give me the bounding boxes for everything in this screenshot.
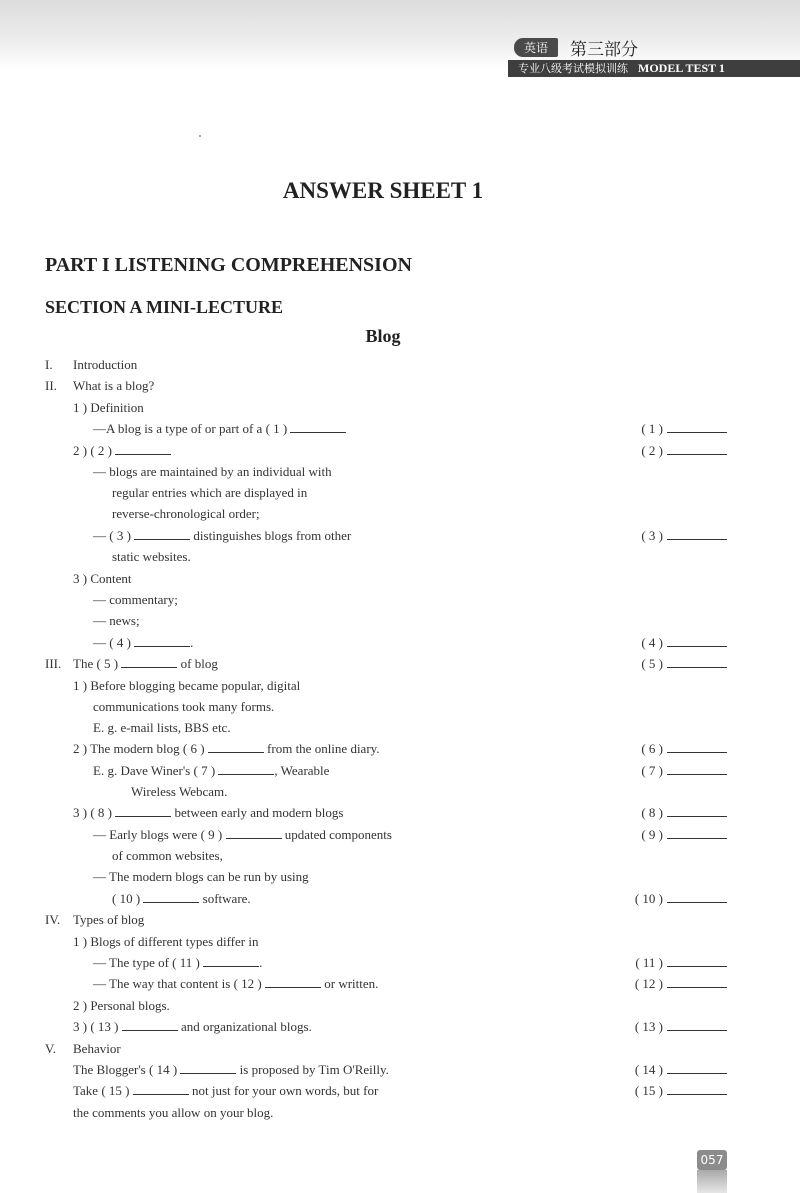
outline-line: — The modern blogs can be run by using: [93, 869, 309, 884]
outline-text: Take ( 15 ): [73, 1083, 133, 1098]
answer-blank[interactable]: [667, 955, 727, 967]
inline-blank: [121, 656, 177, 668]
outline-line: 2 ) Personal blogs.: [73, 998, 170, 1013]
answer-label: ( 7 ): [641, 763, 663, 778]
outline-line: [73, 1019, 312, 1035]
outline-line: 1 ) Before blogging became popular, digital: [73, 678, 301, 693]
outline-line: [93, 955, 262, 971]
answer-slot: [641, 805, 727, 821]
answer-slot: [641, 528, 727, 544]
inline-blank: [203, 955, 259, 967]
outline-line: What is a blog?: [73, 378, 155, 393]
answer-slot: [641, 827, 727, 843]
inline-blank: [218, 763, 274, 775]
outline-line: [73, 656, 218, 672]
inline-blank: [115, 443, 171, 455]
answer-label: ( 10 ): [634, 891, 663, 906]
answer-label: ( 9 ): [641, 827, 663, 842]
outline-text: software.: [199, 891, 251, 906]
outline-line: [93, 421, 346, 437]
answer-label: ( 13 ): [634, 1019, 663, 1034]
answer-slot: [641, 635, 727, 651]
outline-line: Introduction: [73, 357, 138, 372]
outline-line: of common websites,: [112, 848, 223, 863]
outline-line: I.: [45, 357, 53, 372]
outline-line: [73, 805, 343, 821]
inline-blank: [226, 827, 282, 839]
answer-slot: [635, 976, 727, 992]
outline-text: — ( 3 ): [93, 528, 135, 543]
outline-text: of blog: [177, 656, 218, 671]
answer-slot: [641, 763, 727, 779]
page-edge: [697, 1170, 727, 1193]
subject-tag: 英语: [514, 38, 558, 57]
outline-line: communications took many forms.: [93, 699, 275, 714]
outline-text: .: [190, 635, 194, 650]
answer-slot: [641, 656, 727, 672]
outline-text: — ( 4 ): [93, 635, 135, 650]
outline-line: [93, 635, 193, 651]
outline-line: [73, 741, 380, 757]
answer-label: ( 3 ): [641, 528, 663, 543]
outline-line: reverse-chronological order;: [112, 506, 260, 521]
answer-blank[interactable]: [667, 891, 727, 903]
outline-text: , Wearable: [274, 763, 330, 778]
outline-text: 2 ) The modern blog ( 6 ): [73, 741, 208, 756]
answer-label: ( 8 ): [641, 805, 663, 820]
outline-line: regular entries which are displayed in: [112, 485, 308, 500]
answer-slot: [641, 741, 727, 757]
inline-blank: [122, 1019, 178, 1031]
outline-text: or written.: [320, 976, 379, 991]
page-title: ANSWER SHEET 1: [282, 178, 484, 203]
outline-line: the comments you allow on your blog.: [73, 1105, 274, 1120]
outline-line: [93, 763, 329, 779]
outline-text: and organizational blogs.: [177, 1019, 312, 1034]
outline-line: 3 ) Content: [73, 571, 132, 586]
inline-blank: [265, 976, 321, 988]
outline-text: 2 ) ( 2 ): [73, 443, 116, 458]
answer-label: ( 11 ): [635, 955, 663, 970]
outline-line: static websites.: [112, 549, 191, 564]
outline-line: — news;: [93, 613, 140, 628]
answer-blank[interactable]: [667, 1019, 727, 1031]
answer-label: ( 15 ): [634, 1083, 663, 1098]
header-subtitle: [508, 60, 800, 77]
outline-text: not just for your own words, but for: [188, 1083, 379, 1098]
answer-blank[interactable]: [667, 976, 727, 988]
outline-line: E. g. e-mail lists, BBS etc.: [93, 720, 231, 735]
inline-blank: [134, 528, 190, 540]
section-heading: SECTION A MINI-LECTURE: [45, 297, 284, 317]
outline-text: The Blogger's ( 14 ): [73, 1062, 181, 1077]
answer-slot: [641, 421, 727, 437]
answer-label: ( 1 ): [641, 421, 663, 436]
outline-text: .: [259, 955, 263, 970]
outline-line: [73, 1083, 378, 1099]
answer-blank[interactable]: [667, 635, 727, 647]
subtitle-en: MODEL TEST 1: [638, 61, 725, 75]
answer-label: ( 6 ): [641, 741, 663, 756]
subtitle-cn: 专业八级考试模拟训练: [518, 62, 628, 75]
inline-blank: [134, 635, 190, 647]
outline-text: from the online diary.: [263, 741, 380, 756]
outline-text: is proposed by Tim O'Reilly.: [236, 1062, 389, 1077]
part-label: 第三部分: [570, 39, 639, 60]
answer-slot: [635, 955, 727, 971]
inline-blank: [290, 421, 346, 433]
inline-blank: [115, 805, 171, 817]
outline-line: Behavior: [73, 1041, 121, 1056]
inline-blank: [133, 1083, 189, 1095]
answer-label: ( 2 ): [641, 443, 663, 458]
answer-label: ( 12 ): [634, 976, 663, 991]
header-part: [514, 36, 638, 58]
answer-slot: [641, 443, 727, 459]
answer-blank[interactable]: [667, 443, 727, 455]
answer-label: ( 14 ): [634, 1062, 663, 1077]
page-number: 057: [697, 1150, 727, 1170]
answer-blank[interactable]: [667, 741, 727, 753]
outline-text: The ( 5 ): [73, 656, 122, 671]
outline-line: [73, 443, 171, 459]
topic-title: Blog: [365, 326, 401, 346]
outline-line: [73, 1062, 389, 1078]
outline-line: 1 ) Definition: [73, 400, 144, 415]
outline-text: — The type of ( 11 ): [93, 955, 204, 970]
answer-blank[interactable]: [667, 805, 727, 817]
answer-label: ( 4 ): [641, 635, 663, 650]
answer-blank[interactable]: [667, 1083, 727, 1095]
answer-blank[interactable]: [667, 763, 727, 775]
outline-line: [93, 976, 378, 992]
outline-line: — commentary;: [93, 592, 178, 607]
answer-slot: [635, 1083, 727, 1099]
outline-line: Types of blog: [73, 912, 145, 927]
outline-text: between early and modern blogs: [171, 805, 344, 820]
answer-slot: [635, 1062, 727, 1078]
outline-text: 3 ) ( 8 ): [73, 805, 116, 820]
answer-blank[interactable]: [667, 656, 727, 668]
speck: [199, 135, 201, 137]
outline-text: —A blog is a type of or part of a ( 1 ): [93, 421, 291, 436]
outline-line: [93, 528, 351, 544]
outline-line: V.: [45, 1041, 56, 1056]
outline-text: distinguishes blogs from other: [190, 528, 352, 543]
outline-line: 1 ) Blogs of different types differ in: [73, 934, 259, 949]
outline-text: updated components: [281, 827, 392, 842]
part-heading: PART I LISTENING COMPREHENSION: [45, 254, 412, 276]
outline-line: Wireless Webcam.: [131, 784, 228, 799]
answer-blank[interactable]: [667, 1062, 727, 1074]
outline-line: IV.: [45, 912, 61, 927]
inline-blank: [180, 1062, 236, 1074]
outline-line: II.: [45, 378, 57, 393]
answer-blank[interactable]: [667, 827, 727, 839]
inline-blank: [143, 891, 199, 903]
outline-text: 3 ) ( 13 ): [73, 1019, 122, 1034]
outline-text: — Early blogs were ( 9 ): [93, 827, 226, 842]
answer-slot: [635, 891, 727, 907]
outline-line: [112, 891, 251, 907]
answer-slot: [635, 1019, 727, 1035]
outline-line: [93, 827, 392, 843]
outline-line: III.: [45, 656, 62, 671]
inline-blank: [208, 741, 264, 753]
answer-label: ( 5 ): [641, 656, 663, 671]
outline-line: — blogs are maintained by an individual with: [93, 464, 332, 479]
answer-blank[interactable]: [667, 528, 727, 540]
outline-text: — The way that content is ( 12 ): [93, 976, 265, 991]
answer-blank[interactable]: [667, 421, 727, 433]
outline-text: E. g. Dave Winer's ( 7 ): [93, 763, 219, 778]
outline-text: ( 10 ): [112, 891, 144, 906]
